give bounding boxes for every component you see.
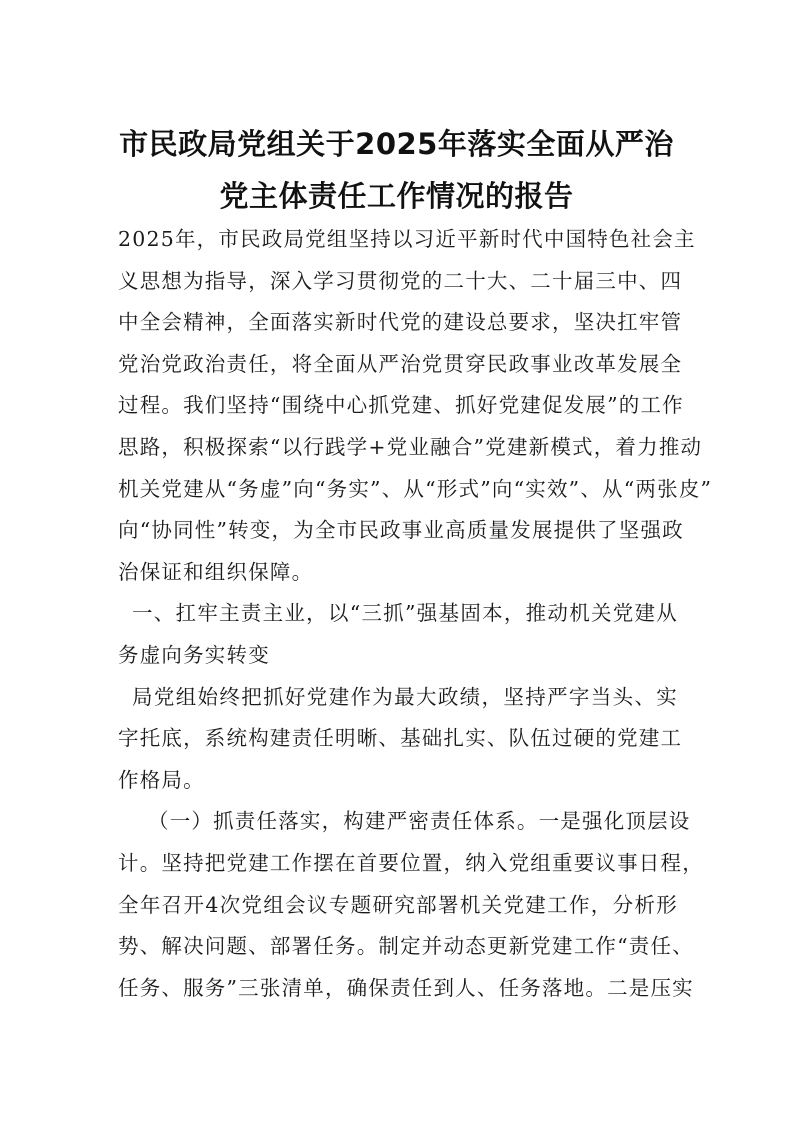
body-line: 机关党建从“务虚”向“务实”、从“形式”向“实效”、从“两张皮” <box>118 476 713 501</box>
body-line: 义思想为指导，深入学习贯彻党的二十大、二十届三中、四 <box>118 268 683 293</box>
body-line: 中全会精神，全面落实新时代党的建设总要求，坚决扛牢管 <box>118 310 683 335</box>
subsection-line: （一）抓责任落实，构建严密责任体系。一是强化顶层设 <box>148 809 691 834</box>
body-line: 计。坚持把党建工作摆在首要位置，纳入党组重要议事日程， <box>118 850 704 875</box>
body-line: 势、解决问题、部署任务。制定并动态更新党建工作“责任、 <box>118 934 694 959</box>
body-line: 思路，积极探索“以行践学+党业融合”党建新模式，着力推动 <box>118 434 703 459</box>
section-heading-line: 务虚向务实转变 <box>118 642 270 667</box>
body-line: 党治党政治责任，将全面从严治党贯穿民政事业改革发展全 <box>118 351 683 376</box>
body-line: 作格局。 <box>118 767 205 792</box>
document-body <box>118 219 713 1009</box>
body-line: 全年召开4次党组会议专题研究部署机关党建工作，分析形 <box>118 892 678 917</box>
body-line: 向“协同性”转变，为全市民政事业高质量发展提供了坚强政 <box>118 518 684 543</box>
body-line: 治保证和组织保障。 <box>118 559 314 584</box>
body-line: 过程。我们坚持“围绕中心抓党建、抓好党建促发展”的工作 <box>118 393 684 418</box>
document-title-line-2: 党主体责任工作情况的报告 <box>219 179 574 213</box>
body-line: 2025年，市民政局党组坚持以习近平新时代中国特色社会主 <box>118 227 696 251</box>
document-title-line-1: 市民政局党组关于2025年落实全面从严治 <box>119 127 674 161</box>
body-line: 字托底，系统构建责任明晰、基础扎实、队伍过硬的党建工 <box>118 726 683 751</box>
section-heading-line: 一、扛牢主责主业，以“三抓”强基固本，推动机关党建从 <box>132 601 678 626</box>
body-line: 任务、服务”三张清单，确保责任到人、任务落地。二是压实 <box>118 975 694 1000</box>
body-line: 局党组始终把抓好党建作为最大政绩，坚持严字当头、实 <box>132 684 678 709</box>
